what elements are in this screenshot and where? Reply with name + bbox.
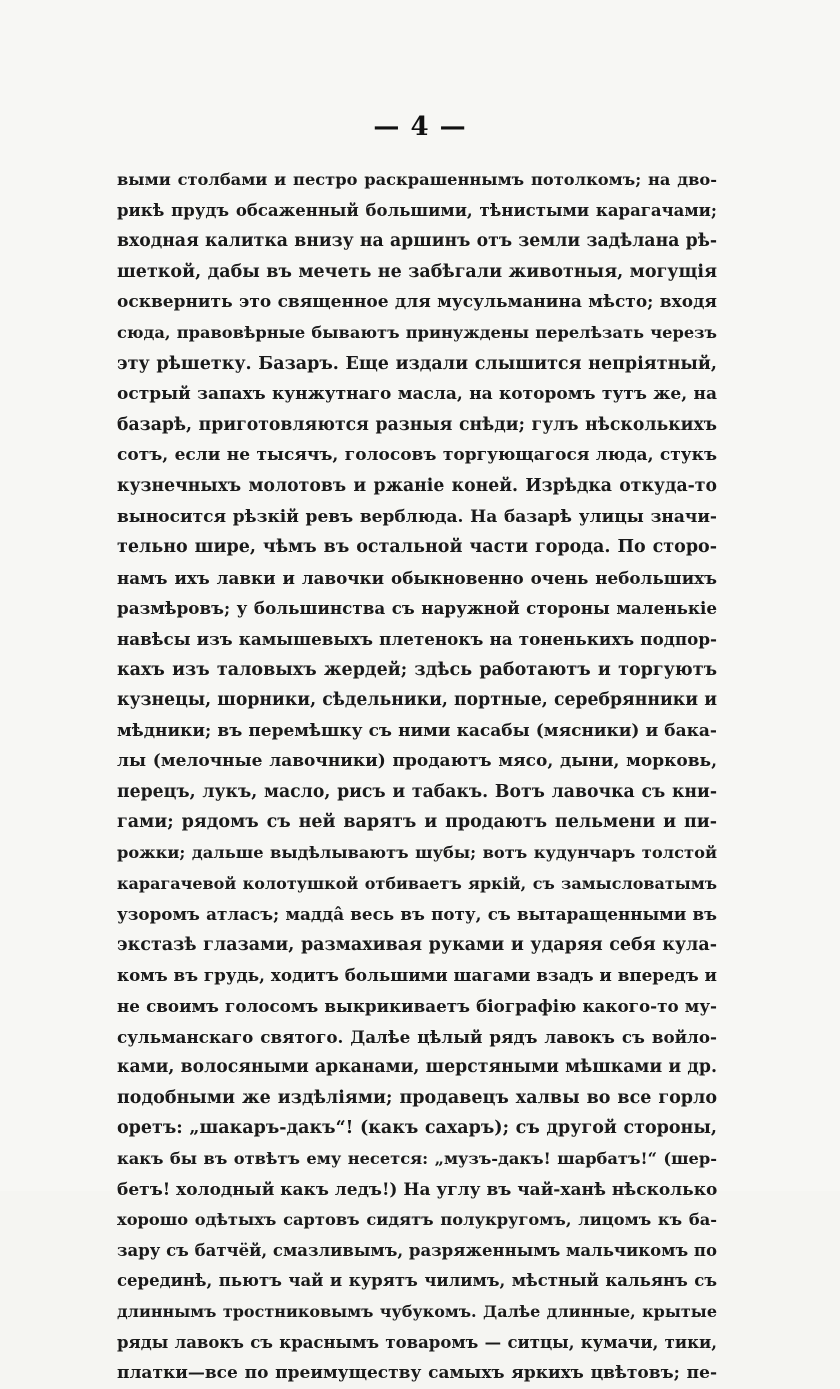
text-line: сюда, правовѣрные бываютъ принуждены перелѣзать черезъ — [117, 322, 717, 342]
text-line: тельно шире, чѣмъ въ остальной части города. По сторо- — [117, 537, 717, 558]
text-line: не своимъ голосомъ выкрикиваетъ біографію какого-то му- — [117, 996, 717, 1017]
text-line: рикѣ прудъ обсаженный большими, тѣнистыми карагачами; — [117, 200, 717, 220]
text-line: сотъ, если не тысячъ, голосовъ торгующагося люда, стукъ — [117, 445, 717, 466]
text-line: мѣдники; въ перемѣшку съ ними касабы (мясники) и бака- — [117, 720, 717, 741]
text-line: серединѣ, пьютъ чай и курятъ чилимъ, мѣстный кальянъ съ — [117, 1271, 717, 1291]
body-text — [117, 165, 717, 1389]
text-line: какъ бы въ отвѣтъ ему несется: „музъ-дакъ! шарбатъ!“ (шер- — [117, 1149, 717, 1168]
text-line: входная калитка внизу на аршинъ отъ земли задѣлана рѣ- — [117, 231, 717, 252]
text-line: выносится рѣзкій ревъ верблюда. На базарѣ улицы значи- — [117, 506, 717, 527]
text-line: хорошо одѣтыхъ сартовъ сидятъ полукругомъ, лицомъ къ ба- — [117, 1210, 717, 1230]
text-line: кузнечныхъ молотовъ и ржаніе коней. Изрѣдка откуда-то — [117, 475, 717, 496]
text-line: подобными же издѣліями; продавецъ халвы во все горло — [117, 1087, 717, 1108]
text-line: осквернить это священное для мусульманина мѣсто; входя — [117, 292, 717, 313]
text-line: длиннымъ тростниковымъ чубукомъ. Далѣе длинные, крытые — [117, 1301, 717, 1321]
text-line: гами; рядомъ съ ней варятъ и продаютъ пельмени и пи- — [117, 812, 717, 833]
text-line: зару съ батчёй, смазливымъ, разряженнымъ мальчикомъ по — [117, 1240, 717, 1260]
text-line: узоромъ атласъ; маддâ весь въ поту, съ вытаращенными въ — [117, 904, 717, 925]
text-line: оретъ: „шакаръ-дакъ“! (какъ сахаръ); съ другой стороны, — [117, 1118, 717, 1139]
text-line: острый запахъ кунжутнаго масла, на которомъ тутъ же, на — [117, 384, 717, 405]
text-line: лы (мелочные лавочники) продаютъ мясо, дыни, морковь, — [117, 751, 717, 772]
text-line: ряды лавокъ съ краснымъ товаромъ — ситцы, кумачи, тики, — [117, 1332, 717, 1352]
text-line: навѣсы изъ камышевыхъ плетенокъ на тоненькихъ подпор- — [117, 628, 717, 649]
page-number: — 4 — — [373, 112, 467, 142]
text-line: сульманскаго святого. Далѣе цѣлый рядъ лавокъ съ войло- — [117, 1026, 717, 1047]
text-line: размѣровъ; у большинства съ наружной стороны маленькіе — [117, 598, 717, 619]
text-line: кахъ изъ таловыхъ жердей; здѣсь работаютъ и торгуютъ — [117, 659, 717, 680]
text-line: эту рѣшетку. Базаръ. Еще издали слышится непріятный, — [117, 353, 717, 374]
text-line: кузнецы, шорники, сѣдельники, портные, серебрянники и — [117, 690, 717, 711]
text-line: намъ ихъ лавки и лавочки обыкновенно очень небольшихъ — [117, 567, 717, 588]
text-line: комъ въ грудь, ходитъ большими шагами взадъ и впередъ и — [117, 965, 717, 986]
text-line: платки—все по преимуществу самыхъ яркихъ цвѣтовъ; пе- — [117, 1363, 717, 1384]
text-line: экстазѣ глазами, размахивая руками и ударяя себя кула- — [117, 934, 717, 955]
text-line: выми столбами и пестро раскрашеннымъ потолкомъ; на дво- — [117, 170, 717, 189]
text-line: ками, волосяными арканами, шерстяными мѣшками и др. — [117, 1057, 717, 1078]
text-line: шеткой, дабы въ мечеть не забѣгали животныя, могущія — [117, 261, 717, 282]
text-line: карагачевой колотушкой отбиваетъ яркій, съ замысловатымъ — [117, 873, 717, 893]
text-line: бетъ! холодный какъ ледъ!) На углу въ чай-ханѣ нѣсколько — [117, 1179, 718, 1200]
text-line: перецъ, лукъ, масло, рисъ и табакъ. Вотъ лавочка съ кни- — [117, 781, 717, 802]
text-line: рожки; дальше выдѣлываютъ шубы; вотъ кудунчаръ толстой — [117, 843, 717, 863]
text-line: базарѣ, приготовляются разныя снѣди; гулъ нѣсколькихъ — [117, 414, 717, 435]
